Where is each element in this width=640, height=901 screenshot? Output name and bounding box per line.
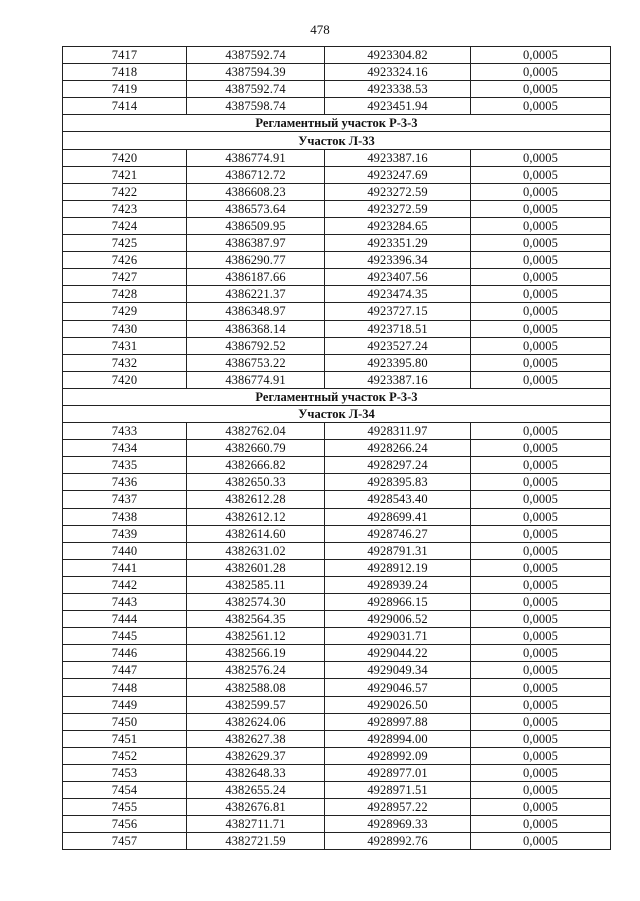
x-coordinate-cell: 4382601.28 bbox=[187, 559, 325, 576]
section-heading-row bbox=[63, 115, 611, 132]
point-number-cell: 7431 bbox=[63, 337, 187, 354]
y-coordinate-cell: 4929031.71 bbox=[325, 628, 471, 645]
y-coordinate-cell: 4928543.40 bbox=[325, 491, 471, 508]
x-coordinate-cell: 4382629.37 bbox=[187, 747, 325, 764]
table-row bbox=[63, 508, 611, 525]
point-number-cell: 7418 bbox=[63, 64, 187, 81]
y-coordinate-cell: 4928395.83 bbox=[325, 474, 471, 491]
x-coordinate-cell: 4382574.30 bbox=[187, 594, 325, 611]
table-row bbox=[63, 81, 611, 98]
y-coordinate-cell: 4929049.34 bbox=[325, 662, 471, 679]
table-row bbox=[63, 525, 611, 542]
subsection-heading: Участок Л-34 bbox=[63, 405, 611, 422]
table-row bbox=[63, 491, 611, 508]
accuracy-cell: 0,0005 bbox=[471, 337, 611, 354]
y-coordinate-cell: 4928997.88 bbox=[325, 713, 471, 730]
accuracy-cell: 0,0005 bbox=[471, 542, 611, 559]
table-row bbox=[63, 559, 611, 576]
accuracy-cell: 0,0005 bbox=[471, 183, 611, 200]
x-coordinate-cell: 4382612.28 bbox=[187, 491, 325, 508]
accuracy-cell: 0,0005 bbox=[471, 81, 611, 98]
y-coordinate-cell: 4928957.22 bbox=[325, 799, 471, 816]
table-row bbox=[63, 747, 611, 764]
y-coordinate-cell: 4928791.31 bbox=[325, 542, 471, 559]
accuracy-cell: 0,0005 bbox=[471, 679, 611, 696]
accuracy-cell: 0,0005 bbox=[471, 64, 611, 81]
accuracy-cell: 0,0005 bbox=[471, 149, 611, 166]
table-row bbox=[63, 833, 611, 850]
accuracy-cell: 0,0005 bbox=[471, 645, 611, 662]
y-coordinate-cell: 4928994.00 bbox=[325, 730, 471, 747]
point-number-cell: 7435 bbox=[63, 457, 187, 474]
y-coordinate-cell: 4928992.76 bbox=[325, 833, 471, 850]
y-coordinate-cell: 4928311.97 bbox=[325, 423, 471, 440]
point-number-cell: 7425 bbox=[63, 235, 187, 252]
table-row bbox=[63, 269, 611, 286]
y-coordinate-cell: 4923395.80 bbox=[325, 354, 471, 371]
point-number-cell: 7454 bbox=[63, 782, 187, 799]
x-coordinate-cell: 4382585.11 bbox=[187, 576, 325, 593]
accuracy-cell: 0,0005 bbox=[471, 491, 611, 508]
point-number-cell: 7430 bbox=[63, 320, 187, 337]
y-coordinate-cell: 4923407.56 bbox=[325, 269, 471, 286]
accuracy-cell: 0,0005 bbox=[471, 662, 611, 679]
point-number-cell: 7443 bbox=[63, 594, 187, 611]
table-row bbox=[63, 679, 611, 696]
point-number-cell: 7446 bbox=[63, 645, 187, 662]
point-number-cell: 7420 bbox=[63, 371, 187, 388]
x-coordinate-cell: 4386368.14 bbox=[187, 320, 325, 337]
y-coordinate-cell: 4928912.19 bbox=[325, 559, 471, 576]
table-row bbox=[63, 166, 611, 183]
point-number-cell: 7439 bbox=[63, 525, 187, 542]
x-coordinate-cell: 4382660.79 bbox=[187, 440, 325, 457]
accuracy-cell: 0,0005 bbox=[471, 320, 611, 337]
table-row bbox=[63, 200, 611, 217]
table-row bbox=[63, 423, 611, 440]
x-coordinate-cell: 4382762.04 bbox=[187, 423, 325, 440]
point-number-cell: 7455 bbox=[63, 799, 187, 816]
point-number-cell: 7420 bbox=[63, 149, 187, 166]
x-coordinate-cell: 4386608.23 bbox=[187, 183, 325, 200]
table-row bbox=[63, 252, 611, 269]
accuracy-cell: 0,0005 bbox=[471, 764, 611, 781]
point-number-cell: 7452 bbox=[63, 747, 187, 764]
point-number-cell: 7438 bbox=[63, 508, 187, 525]
accuracy-cell: 0,0005 bbox=[471, 286, 611, 303]
x-coordinate-cell: 4382631.02 bbox=[187, 542, 325, 559]
y-coordinate-cell: 4923247.69 bbox=[325, 166, 471, 183]
point-number-cell: 7426 bbox=[63, 252, 187, 269]
accuracy-cell: 0,0005 bbox=[471, 252, 611, 269]
y-coordinate-cell: 4923527.24 bbox=[325, 337, 471, 354]
point-number-cell: 7414 bbox=[63, 98, 187, 115]
point-number-cell: 7437 bbox=[63, 491, 187, 508]
accuracy-cell: 0,0005 bbox=[471, 98, 611, 115]
point-number-cell: 7448 bbox=[63, 679, 187, 696]
y-coordinate-cell: 4928992.09 bbox=[325, 747, 471, 764]
coordinates-table-body bbox=[63, 47, 611, 850]
x-coordinate-cell: 4382627.38 bbox=[187, 730, 325, 747]
y-coordinate-cell: 4928939.24 bbox=[325, 576, 471, 593]
accuracy-cell: 0,0005 bbox=[471, 525, 611, 542]
subsection-heading-row bbox=[63, 132, 611, 149]
point-number-cell: 7450 bbox=[63, 713, 187, 730]
y-coordinate-cell: 4923474.35 bbox=[325, 286, 471, 303]
x-coordinate-cell: 4386753.22 bbox=[187, 354, 325, 371]
y-coordinate-cell: 4923324.16 bbox=[325, 64, 471, 81]
table-row bbox=[63, 782, 611, 799]
point-number-cell: 7433 bbox=[63, 423, 187, 440]
x-coordinate-cell: 4382564.35 bbox=[187, 611, 325, 628]
accuracy-cell: 0,0005 bbox=[471, 423, 611, 440]
y-coordinate-cell: 4928971.51 bbox=[325, 782, 471, 799]
accuracy-cell: 0,0005 bbox=[471, 611, 611, 628]
point-number-cell: 7449 bbox=[63, 696, 187, 713]
point-number-cell: 7436 bbox=[63, 474, 187, 491]
x-coordinate-cell: 4382576.24 bbox=[187, 662, 325, 679]
table-row bbox=[63, 217, 611, 234]
point-number-cell: 7421 bbox=[63, 166, 187, 183]
point-number-cell: 7445 bbox=[63, 628, 187, 645]
table-row bbox=[63, 457, 611, 474]
x-coordinate-cell: 4386290.77 bbox=[187, 252, 325, 269]
point-number-cell: 7423 bbox=[63, 200, 187, 217]
table-row bbox=[63, 645, 611, 662]
x-coordinate-cell: 4382721.59 bbox=[187, 833, 325, 850]
table-row bbox=[63, 764, 611, 781]
y-coordinate-cell: 4929026.50 bbox=[325, 696, 471, 713]
accuracy-cell: 0,0005 bbox=[471, 303, 611, 320]
x-coordinate-cell: 4382561.12 bbox=[187, 628, 325, 645]
point-number-cell: 7434 bbox=[63, 440, 187, 457]
table-row bbox=[63, 337, 611, 354]
x-coordinate-cell: 4386792.52 bbox=[187, 337, 325, 354]
point-number-cell: 7428 bbox=[63, 286, 187, 303]
y-coordinate-cell: 4923718.51 bbox=[325, 320, 471, 337]
x-coordinate-cell: 4382650.33 bbox=[187, 474, 325, 491]
table-row bbox=[63, 816, 611, 833]
y-coordinate-cell: 4928699.41 bbox=[325, 508, 471, 525]
x-coordinate-cell: 4387598.74 bbox=[187, 98, 325, 115]
x-coordinate-cell: 4386712.72 bbox=[187, 166, 325, 183]
accuracy-cell: 0,0005 bbox=[471, 166, 611, 183]
point-number-cell: 7457 bbox=[63, 833, 187, 850]
y-coordinate-cell: 4923727.15 bbox=[325, 303, 471, 320]
table-row bbox=[63, 47, 611, 64]
point-number-cell: 7451 bbox=[63, 730, 187, 747]
y-coordinate-cell: 4923387.16 bbox=[325, 371, 471, 388]
point-number-cell: 7456 bbox=[63, 816, 187, 833]
y-coordinate-cell: 4929046.57 bbox=[325, 679, 471, 696]
x-coordinate-cell: 4382655.24 bbox=[187, 782, 325, 799]
table-row bbox=[63, 235, 611, 252]
table-row bbox=[63, 696, 611, 713]
point-number-cell: 7427 bbox=[63, 269, 187, 286]
x-coordinate-cell: 4382711.71 bbox=[187, 816, 325, 833]
x-coordinate-cell: 4382624.06 bbox=[187, 713, 325, 730]
point-number-cell: 7453 bbox=[63, 764, 187, 781]
section-heading: Регламентный участок Р-3-3 bbox=[63, 388, 611, 405]
y-coordinate-cell: 4928746.27 bbox=[325, 525, 471, 542]
x-coordinate-cell: 4382648.33 bbox=[187, 764, 325, 781]
x-coordinate-cell: 4382676.81 bbox=[187, 799, 325, 816]
x-coordinate-cell: 4382599.57 bbox=[187, 696, 325, 713]
table-row bbox=[63, 799, 611, 816]
y-coordinate-cell: 4923284.65 bbox=[325, 217, 471, 234]
table-row bbox=[63, 64, 611, 81]
subsection-heading: Участок Л-33 bbox=[63, 132, 611, 149]
table-row bbox=[63, 303, 611, 320]
accuracy-cell: 0,0005 bbox=[471, 816, 611, 833]
section-heading: Регламентный участок Р-3-3 bbox=[63, 115, 611, 132]
y-coordinate-cell: 4928297.24 bbox=[325, 457, 471, 474]
accuracy-cell: 0,0005 bbox=[471, 628, 611, 645]
section-heading-row bbox=[63, 388, 611, 405]
point-number-cell: 7422 bbox=[63, 183, 187, 200]
accuracy-cell: 0,0005 bbox=[471, 730, 611, 747]
accuracy-cell: 0,0005 bbox=[471, 217, 611, 234]
accuracy-cell: 0,0005 bbox=[471, 559, 611, 576]
accuracy-cell: 0,0005 bbox=[471, 269, 611, 286]
page-number: 478 bbox=[310, 22, 330, 37]
point-number-cell: 7444 bbox=[63, 611, 187, 628]
accuracy-cell: 0,0005 bbox=[471, 782, 611, 799]
table-row bbox=[63, 183, 611, 200]
point-number-cell: 7424 bbox=[63, 217, 187, 234]
table-row bbox=[63, 594, 611, 611]
y-coordinate-cell: 4923351.29 bbox=[325, 235, 471, 252]
table-row bbox=[63, 611, 611, 628]
table-row bbox=[63, 662, 611, 679]
table-row bbox=[63, 730, 611, 747]
y-coordinate-cell: 4923387.16 bbox=[325, 149, 471, 166]
accuracy-cell: 0,0005 bbox=[471, 371, 611, 388]
x-coordinate-cell: 4386774.91 bbox=[187, 371, 325, 388]
x-coordinate-cell: 4382666.82 bbox=[187, 457, 325, 474]
y-coordinate-cell: 4923272.59 bbox=[325, 200, 471, 217]
x-coordinate-cell: 4382614.60 bbox=[187, 525, 325, 542]
accuracy-cell: 0,0005 bbox=[471, 457, 611, 474]
x-coordinate-cell: 4387592.74 bbox=[187, 47, 325, 64]
accuracy-cell: 0,0005 bbox=[471, 594, 611, 611]
y-coordinate-cell: 4928969.33 bbox=[325, 816, 471, 833]
y-coordinate-cell: 4928266.24 bbox=[325, 440, 471, 457]
accuracy-cell: 0,0005 bbox=[471, 200, 611, 217]
point-number-cell: 7441 bbox=[63, 559, 187, 576]
y-coordinate-cell: 4923338.53 bbox=[325, 81, 471, 98]
point-number-cell: 7447 bbox=[63, 662, 187, 679]
x-coordinate-cell: 4386221.37 bbox=[187, 286, 325, 303]
table-row bbox=[63, 713, 611, 730]
table-row bbox=[63, 371, 611, 388]
accuracy-cell: 0,0005 bbox=[471, 747, 611, 764]
subsection-heading-row bbox=[63, 405, 611, 422]
table-row bbox=[63, 98, 611, 115]
y-coordinate-cell: 4923396.34 bbox=[325, 252, 471, 269]
point-number-cell: 7440 bbox=[63, 542, 187, 559]
table-row bbox=[63, 149, 611, 166]
y-coordinate-cell: 4923304.82 bbox=[325, 47, 471, 64]
y-coordinate-cell: 4929006.52 bbox=[325, 611, 471, 628]
y-coordinate-cell: 4923451.94 bbox=[325, 98, 471, 115]
x-coordinate-cell: 4382588.08 bbox=[187, 679, 325, 696]
accuracy-cell: 0,0005 bbox=[471, 440, 611, 457]
accuracy-cell: 0,0005 bbox=[471, 833, 611, 850]
x-coordinate-cell: 4386187.66 bbox=[187, 269, 325, 286]
accuracy-cell: 0,0005 bbox=[471, 354, 611, 371]
accuracy-cell: 0,0005 bbox=[471, 508, 611, 525]
x-coordinate-cell: 4382612.12 bbox=[187, 508, 325, 525]
x-coordinate-cell: 4386774.91 bbox=[187, 149, 325, 166]
accuracy-cell: 0,0005 bbox=[471, 47, 611, 64]
table-row bbox=[63, 542, 611, 559]
table-row bbox=[63, 628, 611, 645]
point-number-cell: 7419 bbox=[63, 81, 187, 98]
table-row bbox=[63, 320, 611, 337]
accuracy-cell: 0,0005 bbox=[471, 713, 611, 730]
table-row bbox=[63, 354, 611, 371]
accuracy-cell: 0,0005 bbox=[471, 235, 611, 252]
coordinates-table bbox=[62, 46, 611, 850]
y-coordinate-cell: 4923272.59 bbox=[325, 183, 471, 200]
point-number-cell: 7417 bbox=[63, 47, 187, 64]
accuracy-cell: 0,0005 bbox=[471, 474, 611, 491]
accuracy-cell: 0,0005 bbox=[471, 799, 611, 816]
x-coordinate-cell: 4386573.64 bbox=[187, 200, 325, 217]
x-coordinate-cell: 4387592.74 bbox=[187, 81, 325, 98]
point-number-cell: 7429 bbox=[63, 303, 187, 320]
x-coordinate-cell: 4386509.95 bbox=[187, 217, 325, 234]
y-coordinate-cell: 4929044.22 bbox=[325, 645, 471, 662]
x-coordinate-cell: 4387594.39 bbox=[187, 64, 325, 81]
table-row bbox=[63, 474, 611, 491]
table-row bbox=[63, 440, 611, 457]
y-coordinate-cell: 4928966.15 bbox=[325, 594, 471, 611]
table-row bbox=[63, 576, 611, 593]
point-number-cell: 7432 bbox=[63, 354, 187, 371]
x-coordinate-cell: 4386387.97 bbox=[187, 235, 325, 252]
y-coordinate-cell: 4928977.01 bbox=[325, 764, 471, 781]
accuracy-cell: 0,0005 bbox=[471, 696, 611, 713]
accuracy-cell: 0,0005 bbox=[471, 576, 611, 593]
x-coordinate-cell: 4382566.19 bbox=[187, 645, 325, 662]
table-row bbox=[63, 286, 611, 303]
point-number-cell: 7442 bbox=[63, 576, 187, 593]
x-coordinate-cell: 4386348.97 bbox=[187, 303, 325, 320]
